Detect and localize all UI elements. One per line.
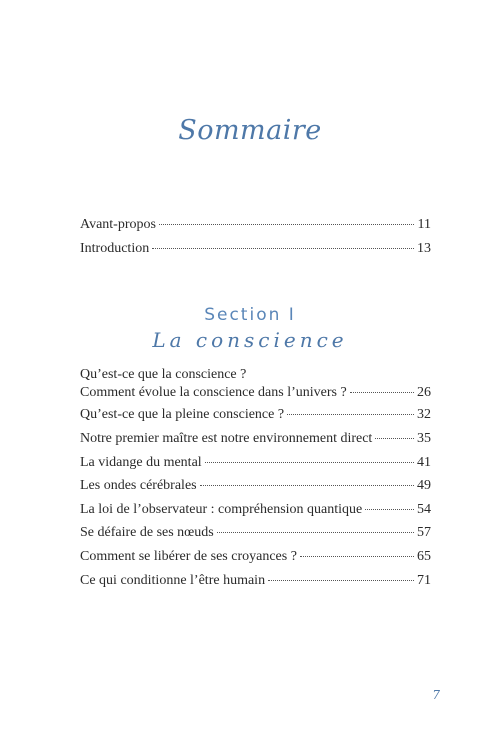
- toc-entry-conditionne[interactable]: [80, 572, 431, 590]
- toc-entry-text: Les ondes cérébrales: [80, 478, 197, 493]
- toc-entry-text: Introduction: [80, 241, 150, 256]
- toc-page-number: 65: [417, 549, 431, 564]
- toc-page-number: 11: [417, 217, 431, 232]
- toc-page-number: 13: [417, 241, 431, 256]
- section-title: La conscience: [152, 328, 348, 352]
- toc-page-number: 49: [417, 478, 431, 493]
- dot-leader: [200, 485, 414, 486]
- toc-page-number: 71: [417, 573, 431, 588]
- toc-entry-conscience-univers[interactable]: [80, 366, 431, 402]
- dot-leader: [205, 462, 414, 463]
- toc-entry-loi-observateur[interactable]: [80, 501, 431, 519]
- toc-page-number: 32: [417, 407, 431, 422]
- toc-entry-croyances[interactable]: [80, 548, 431, 566]
- toc-page-number: 57: [417, 525, 431, 540]
- toc-entry-text: Comment évolue la conscience dans l’univers ?: [80, 385, 347, 400]
- dot-leader: [152, 248, 414, 249]
- page-number: 7: [432, 688, 440, 702]
- toc-page-number: 41: [417, 455, 431, 470]
- toc-entry-text: Notre premier maître est notre environnement direct: [80, 431, 373, 446]
- toc-entry-text: Ce qui conditionne l’être humain: [80, 573, 266, 588]
- toc-entry-text: Avant-propos: [80, 217, 156, 232]
- toc-entry-noeuds[interactable]: [80, 524, 431, 542]
- section-label: Section I: [204, 305, 296, 325]
- toc-entry-text: Comment se libérer de ses croyances ?: [80, 549, 297, 564]
- toc-page-number: 54: [417, 502, 431, 517]
- toc-entry-first-line: Qu’est-ce que la conscience ?: [80, 367, 247, 382]
- page-title: Sommaire: [178, 115, 322, 146]
- toc-entry-text: La vidange du mental: [80, 455, 202, 470]
- toc-entry-avant-propos[interactable]: [80, 216, 431, 234]
- toc-page-number: 35: [417, 431, 431, 446]
- toc-entry-premier-maitre[interactable]: [80, 430, 431, 448]
- toc-page-number: 26: [417, 385, 431, 400]
- toc-entry-pleine-conscience[interactable]: [80, 406, 431, 424]
- toc-entry-text: Qu’est-ce que la pleine conscience ?: [80, 407, 285, 422]
- dot-leader: [375, 438, 414, 439]
- toc-entry-ondes-cerebrales[interactable]: [80, 477, 431, 495]
- dot-leader: [287, 414, 414, 415]
- dot-leader: [268, 580, 414, 581]
- toc-entry-text: Se défaire de ses nœuds: [80, 525, 214, 540]
- dot-leader: [300, 556, 414, 557]
- toc-entry-vidange-mental[interactable]: [80, 454, 431, 472]
- dot-leader: [350, 392, 414, 393]
- toc-entry-introduction[interactable]: [80, 240, 431, 258]
- dot-leader: [365, 509, 414, 510]
- dot-leader: [217, 532, 414, 533]
- toc-entry-text: La loi de l’observateur : compréhension quantique: [80, 502, 363, 517]
- dot-leader: [159, 224, 414, 225]
